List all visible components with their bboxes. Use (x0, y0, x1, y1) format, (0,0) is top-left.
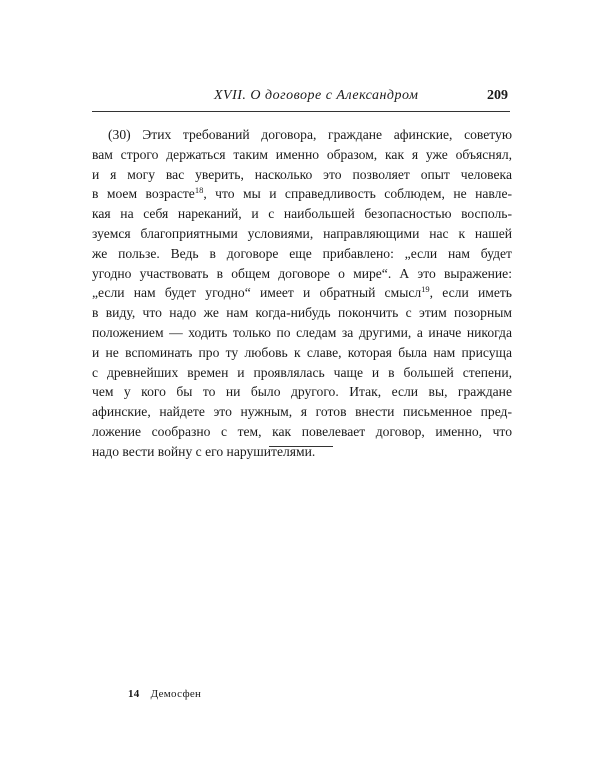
text-run: вам строго держаться таким именно образом, как я уже объяснял, (92, 146, 512, 162)
text-run: кая на себя нареканий, и с наибольшей безопасностью восполь- (92, 206, 512, 222)
text-run: ложение сообразно с тем, как повелевает договор, именно, что (92, 423, 512, 439)
text-run: положением — ходить только по следам за другими, а иначе никогда (92, 324, 512, 340)
text-run: надо вести войну с его нарушителями. (92, 443, 316, 459)
footnote-marker: 18 (194, 185, 204, 196)
text-line (92, 184, 512, 204)
text-run: , если иметь (429, 285, 512, 301)
text-line (92, 264, 512, 284)
running-title: XVII. О договоре с Александром (214, 88, 419, 103)
text-run: „если нам будет угодно“ имеет и обратный смысл (92, 285, 422, 301)
text-line (92, 125, 512, 145)
text-run: афинские, найдете это нужным, я готов внести письменное пред- (92, 404, 512, 420)
text-line (92, 244, 512, 264)
text-line (92, 224, 512, 244)
text-line (92, 204, 512, 224)
text-line (92, 165, 512, 185)
text-line (92, 382, 512, 402)
text-line (92, 363, 512, 383)
section-end-rule (269, 446, 333, 447)
text-run: зуемся благоприятными условиями, направляющими нас к нашей (92, 225, 512, 241)
text-run: угодно участвовать в общем договоре о мире“. А это выражение: (92, 265, 512, 281)
text-run: с древнейших времен и проявлялась чаще и в большей степени, (92, 364, 512, 380)
text-run: в виду, что надо же нам когда-нибудь покончить с этим позорным (92, 305, 512, 321)
text-run: в моем возрасте (92, 186, 195, 202)
text-line (92, 343, 512, 363)
footnote-marker: 19 (421, 284, 430, 295)
signature-number: 14 (128, 688, 140, 700)
text-run: и я могу вас уверить, насколько это позволяет опыт человека (92, 166, 512, 182)
running-head (92, 88, 510, 110)
text-run: , что мы и справедливость соблюдем, не навле- (203, 186, 513, 202)
text-run: же пользе. Ведь в договоре еще прибавлено: „если нам будет (92, 245, 512, 261)
header-rule (92, 111, 510, 112)
signature-text: Демосфен (150, 688, 202, 700)
text-line (92, 145, 512, 165)
text-run: и не вспоминать про ту любовь к славе, которая была нам присуща (92, 344, 512, 360)
text-run: чем у кого бы то ни было другого. Итак, если вы, граждане (92, 384, 512, 400)
text-line (92, 303, 512, 323)
text-line (92, 422, 512, 442)
page-number: 209 (487, 88, 508, 103)
text-line (92, 283, 512, 303)
text-line (92, 402, 512, 422)
text-line (92, 442, 512, 462)
text-line (92, 323, 512, 343)
text-run: (30) Этих требований договора, граждане афинские, советую (108, 127, 512, 142)
body-paragraph (92, 125, 512, 462)
signature-footer (128, 688, 201, 700)
